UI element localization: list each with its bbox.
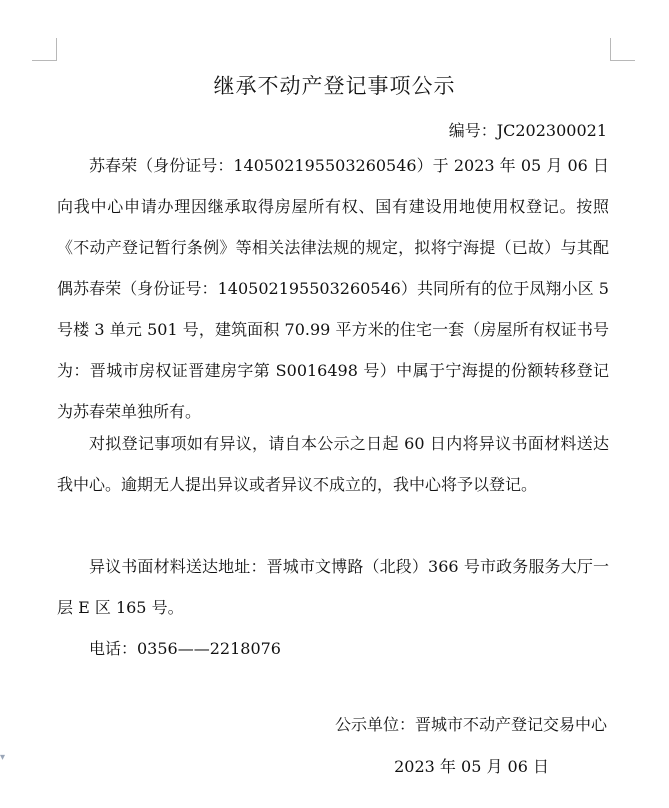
document-number: 编号：JC202300021 bbox=[448, 121, 607, 140]
paragraph-telephone: 电话：0356——2218076 bbox=[89, 639, 281, 658]
signature-date: 2023 年 05 月 06 日 bbox=[394, 757, 549, 776]
paragraph-objection-notice: 对拟登记事项如有异议，请自本公示之日起 60 日内将异议书面材料送达我中心。逾期无人提出异议或者异议不成立的，我中心将予以登记。 bbox=[57, 434, 609, 494]
crop-mark-top-left bbox=[32, 38, 57, 61]
paragraph-objection-address: 异议书面材料送达地址：晋城市文博路（北段）366 号市政务服务大厅一层 E 区 165 号。 bbox=[57, 557, 609, 617]
margin-marker-icon: ▾ bbox=[0, 752, 6, 763]
signature-unit: 公示单位：晋城市不动产登记交易中心 bbox=[334, 715, 607, 734]
crop-mark-top-right bbox=[610, 38, 635, 61]
document-title: 继承不动产登记事项公示 bbox=[213, 74, 456, 98]
paragraph-applicant-details: 苏春荣（身份证号：140502195503260546）于 2023 年 05 月 06 日向我中心申请办理因继承取得房屋所有权、国有建设用地使用权登记。按照《不动产登记暂行条例》等相关法律法规的规定，拟将宁海提（已故）与其配偶苏春荣（身份证号：140502195503260546）共同所有的位于凤翔小区 5 号楼 3 单元 501 号，建筑面积 70.99 平方米的住宅一套（房屋所有权证书号为：晋城市房权证晋建房字第 S0016498 号）中属于宁海提的份额转移登记为苏春荣单独所有。 bbox=[57, 156, 609, 421]
